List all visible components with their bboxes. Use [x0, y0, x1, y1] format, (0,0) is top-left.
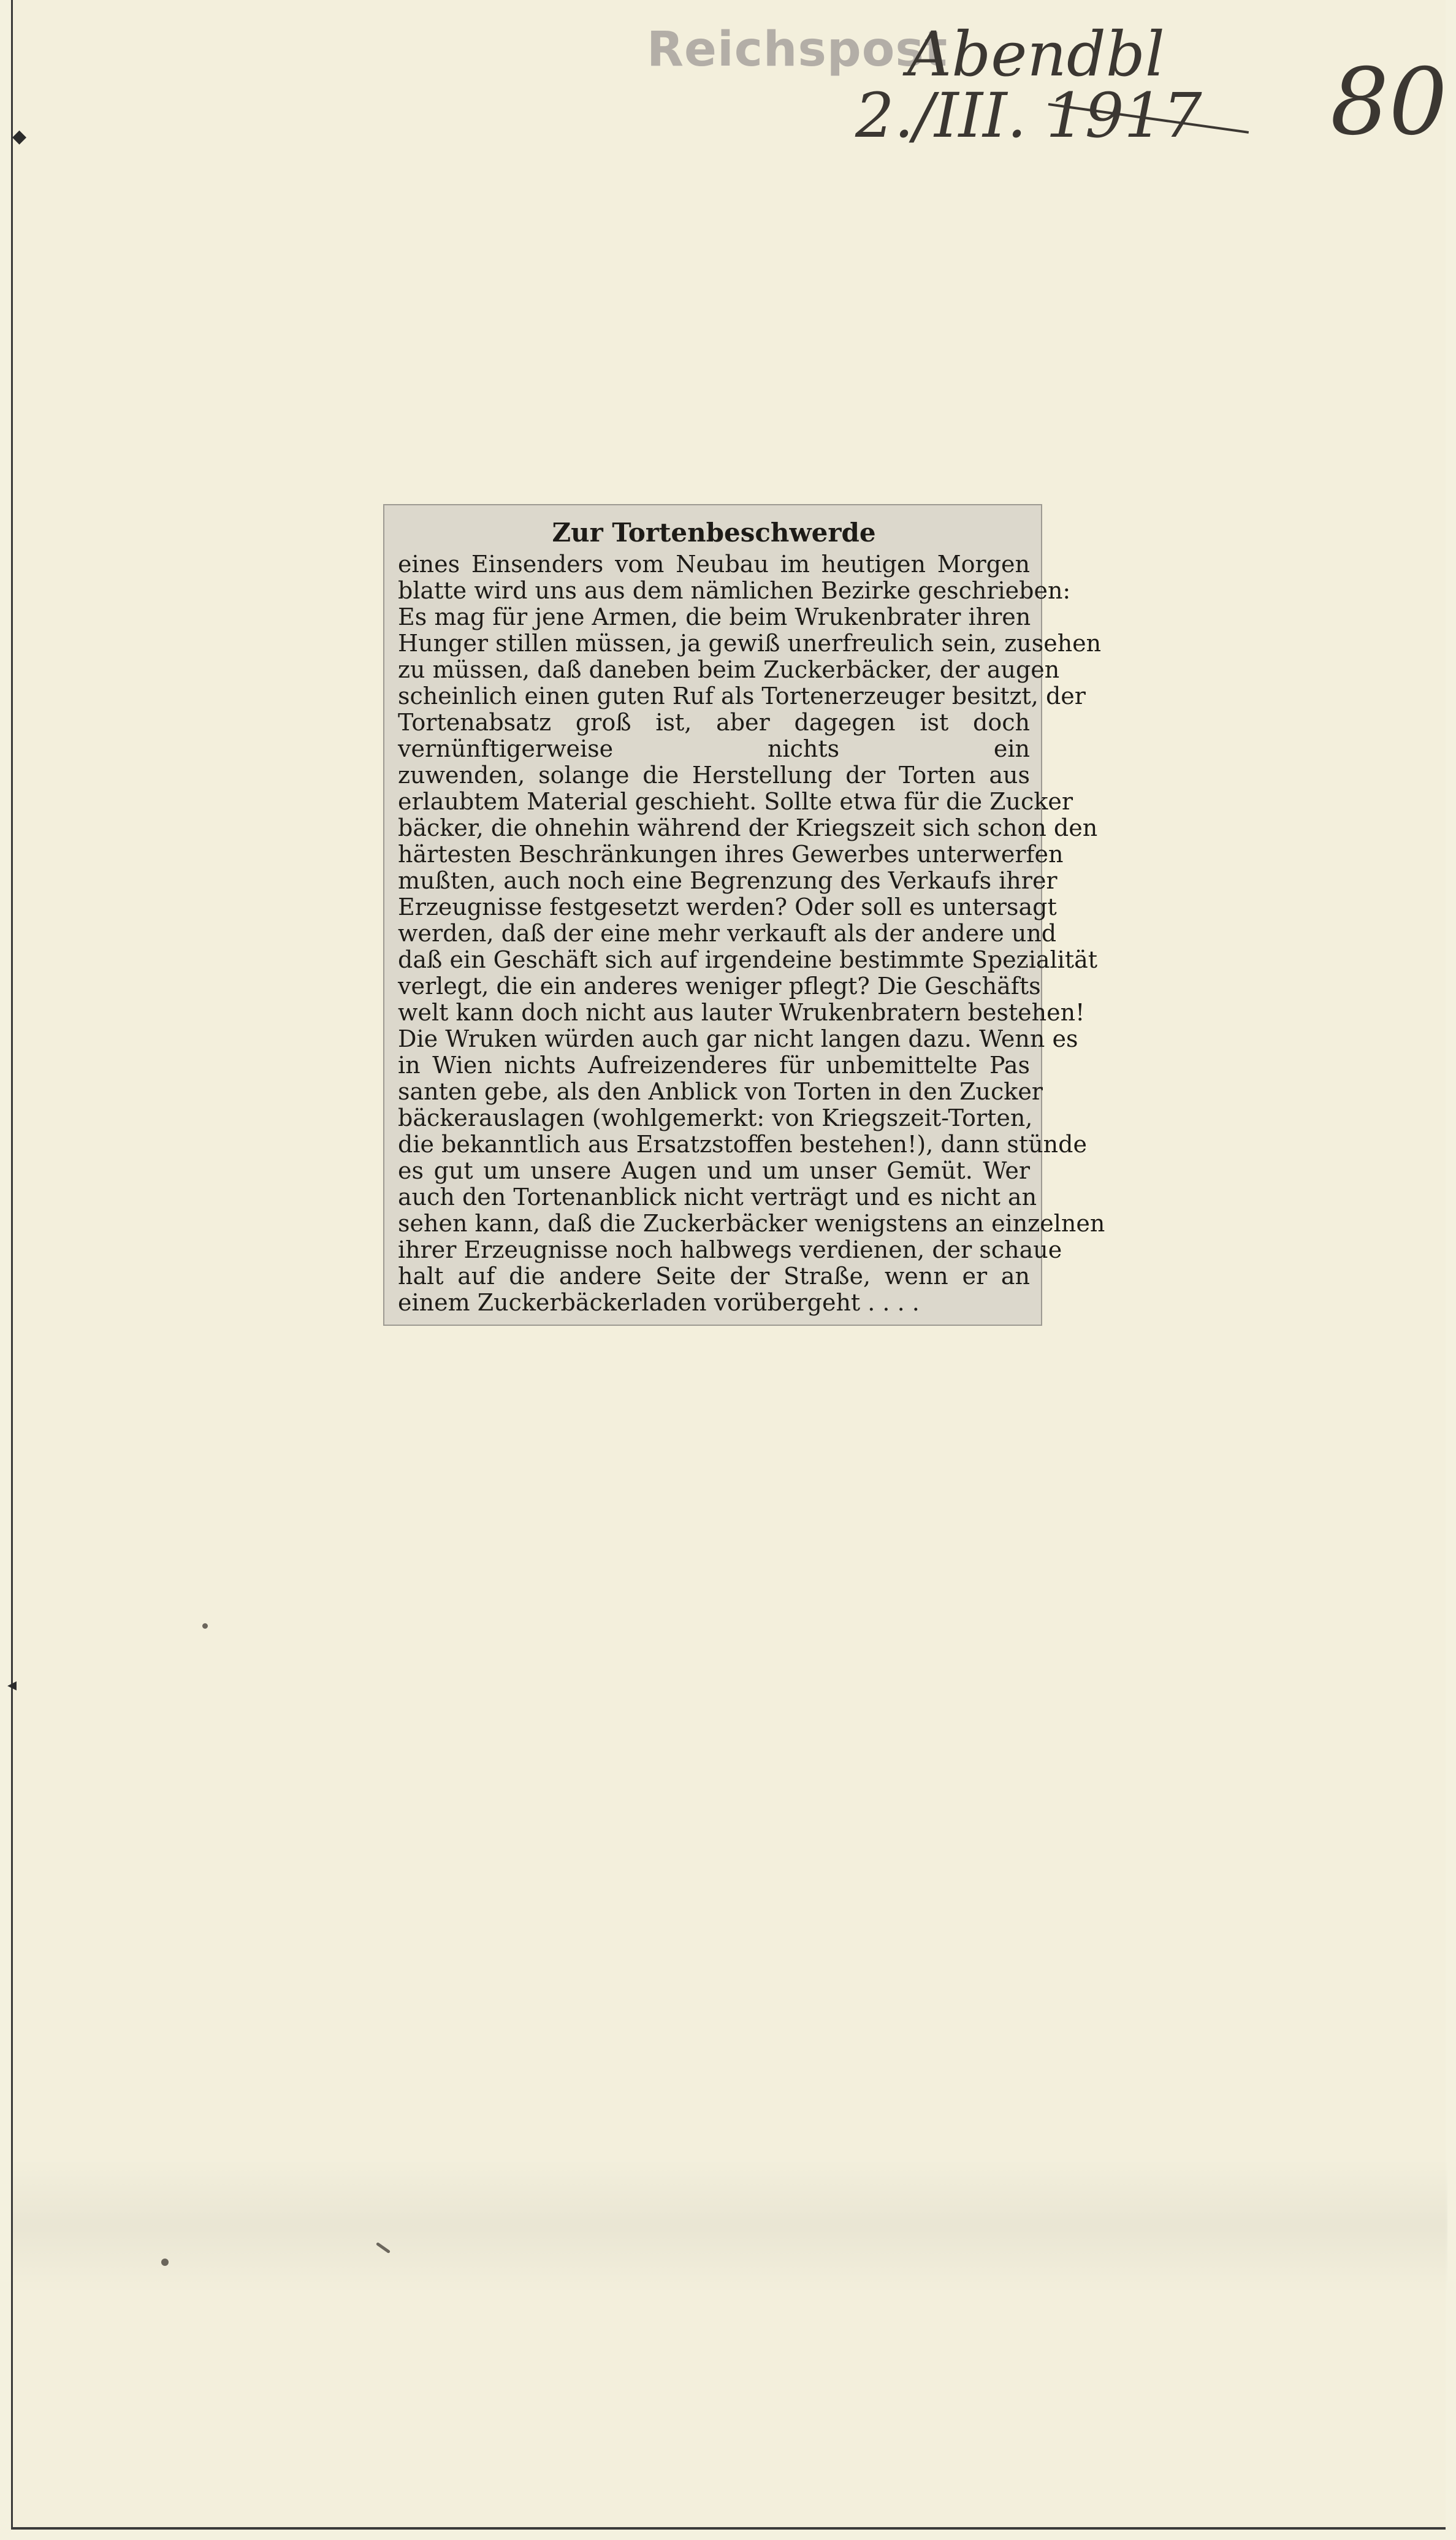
- clipping-line: welt kann doch nicht aus lauter Wrukenbratern bestehen!: [398, 999, 1085, 1026]
- clipping-line: Es mag für jene Armen, die beim Wrukenbrater ihren: [398, 603, 1031, 630]
- clipping-line: bäcker, die ohnehin während der Kriegszeit sich schon den: [398, 814, 1098, 841]
- clipping-title: Zur Tortenbeschwerde: [552, 518, 876, 548]
- clipping-line: bäckerauslagen (wohlgemerkt: von Kriegszeit-Torten,: [398, 1104, 1033, 1131]
- clipping-line: verlegt, die ein anderes weniger pflegt? Die Geschäfts: [398, 973, 1041, 1000]
- clipping-line: einem Zuckerbäckerladen vorübergeht . . . .: [398, 1289, 920, 1316]
- clipping-line: vernünftigerweise nichts ein: [398, 735, 1030, 762]
- clipping-line: Tortenabsatz groß ist, aber dagegen ist doch: [398, 709, 1030, 736]
- clipping-line: die bekanntlich aus Ersatzstoffen bestehen!), dann stünde: [398, 1131, 1087, 1158]
- clipping-line: mußten, auch noch eine Begrenzung des Verkaufs ihrer: [398, 867, 1058, 894]
- page-number: 80: [1330, 49, 1447, 156]
- clipping-line: härtesten Beschränkungen ihres Gewerbes unterwerfen: [398, 841, 1064, 868]
- paper-speck: [161, 2259, 169, 2266]
- clipping-line: sehen kann, daß die Zuckerbäcker wenigstens an einzelnen: [398, 1210, 1105, 1237]
- clipping-line: blatte wird uns aus dem nämlichen Bezirke geschrieben:: [398, 577, 1071, 604]
- paper-speck: [202, 1623, 208, 1629]
- clipping-line: auch den Tortenanblick nicht verträgt und es nicht an: [398, 1184, 1037, 1211]
- clipping-line: Die Wruken würden auch gar nicht langen dazu. Wenn es: [398, 1025, 1078, 1052]
- clipping-line: halt auf die andere Seite der Straße, wenn er an: [398, 1263, 1030, 1290]
- clipping-line: zuwenden, solange die Herstellung der Torten aus: [398, 762, 1030, 789]
- clipping-line: erlaubtem Material geschieht. Sollte etwa für die Zucker: [398, 788, 1073, 815]
- clipping-line: santen gebe, als den Anblick von Torten in den Zucker: [398, 1078, 1043, 1105]
- edge-mark: ◂: [7, 1674, 17, 1696]
- clipping-line: es gut um unsere Augen und um unser Gemüt. Wer: [398, 1157, 1030, 1184]
- newspaper-stamp: Reichspost: [647, 22, 948, 77]
- handwritten-date: 2./III. 1917: [855, 80, 1202, 151]
- paper-fold-shadow: [13, 2159, 1447, 2293]
- clipping-line: Erzeugnisse festgesetzt werden? Oder soll es untersagt: [398, 893, 1057, 920]
- clipping-line: ihrer Erzeugnisse noch halbwegs verdienen, der schaue: [398, 1236, 1062, 1263]
- newspaper-clipping: [383, 504, 1105, 1326]
- clipping-line: Hunger stillen müssen, ja gewiß unerfreulich sein, zusehen: [398, 630, 1102, 657]
- clipping-line: eines Einsenders vom Neubau im heutigen Morgen: [398, 551, 1030, 578]
- clipping-line: werden, daß der eine mehr verkauft als der andere und: [398, 920, 1057, 947]
- handwritten-edition: Abendbl: [907, 18, 1165, 90]
- clipping-line: scheinlich einen guten Ruf als Tortenerzeuger besitzt, der: [398, 683, 1086, 710]
- clipping-line: in Wien nichts Aufreizenderes für unbemittelte Pas: [398, 1052, 1030, 1079]
- edge-mark: ◆: [12, 126, 27, 147]
- clipping-line: daß ein Geschäft sich auf irgendeine bestimmte Spezialität: [398, 946, 1098, 973]
- clipping-body: [398, 551, 1105, 1316]
- clipping-line: zu müssen, daß daneben beim Zuckerbäcker, der augen: [398, 656, 1060, 683]
